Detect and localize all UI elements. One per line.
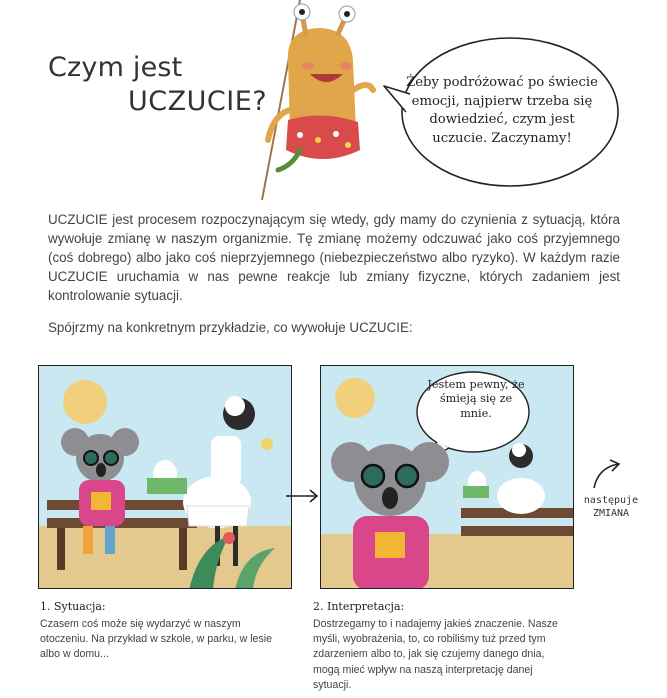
example-paragraph: Spójrzmy na konkretnym przykładzie, co wywołuje UCZUCIE: — [48, 320, 413, 335]
step2-text: Dostrzegamy to i nadajemy jakieś znaczenie. Nasze myśli, wyobrażenia, to, co robiliśmy tuż przed tym zdarzeniem albo to, jak się czujemy danego dnia, mogą mieć wpływ na naszą interpretację danej sytuacji. — [313, 618, 558, 691]
intro-paragraph: UCZUCIE jest procesem rozpoczynającym się wtedy, gdy mamy do czynienia z sytuacją, która wywołuje zmianę w naszym organizmie. Tę zmianę możemy odczuwać jako coś przyjemnego (coś dobrego) albo jako coś nieprzyjemnego (niebezpieczeństwo albo ryzyko). W każdym razie UCZUCIE uruchamia w nas pewne reakcje lub zmiany fizyczne, których zadaniem jest kontrolowanie sytuacji. — [48, 212, 620, 303]
page-title-line1: Czym jest — [48, 52, 183, 83]
next-label-line2: ZMIANA — [592, 508, 630, 519]
step1-text: Czasem coś może się wydarzyć w naszym otoczeniu. Na przykład w szkole, w parku, w lesie albo w domu... — [40, 618, 272, 661]
step1-title: 1. Sytuacja: — [40, 600, 106, 613]
speech-bubble-text: Żeby podróżować po świecie emocji, najpierw trzeba się dowiedzieć, czym jest uczucie. Zaczynamy! — [406, 75, 598, 146]
next-change-label — [576, 494, 646, 520]
situation-scene — [39, 366, 292, 589]
curved-arrow-icon — [590, 458, 624, 490]
situation-illustration-panel — [38, 365, 292, 589]
thought-bubble-text: Jestem pewny, że śmieją się ze mnie. — [427, 378, 525, 420]
arrow-right-icon — [284, 486, 320, 506]
page-title-line2: UCZUCIE? — [128, 86, 268, 117]
mascot-illustration — [238, 0, 388, 200]
step2-title: 2. Interpretacja: — [313, 600, 405, 613]
next-label-line1: następuje — [583, 495, 639, 506]
